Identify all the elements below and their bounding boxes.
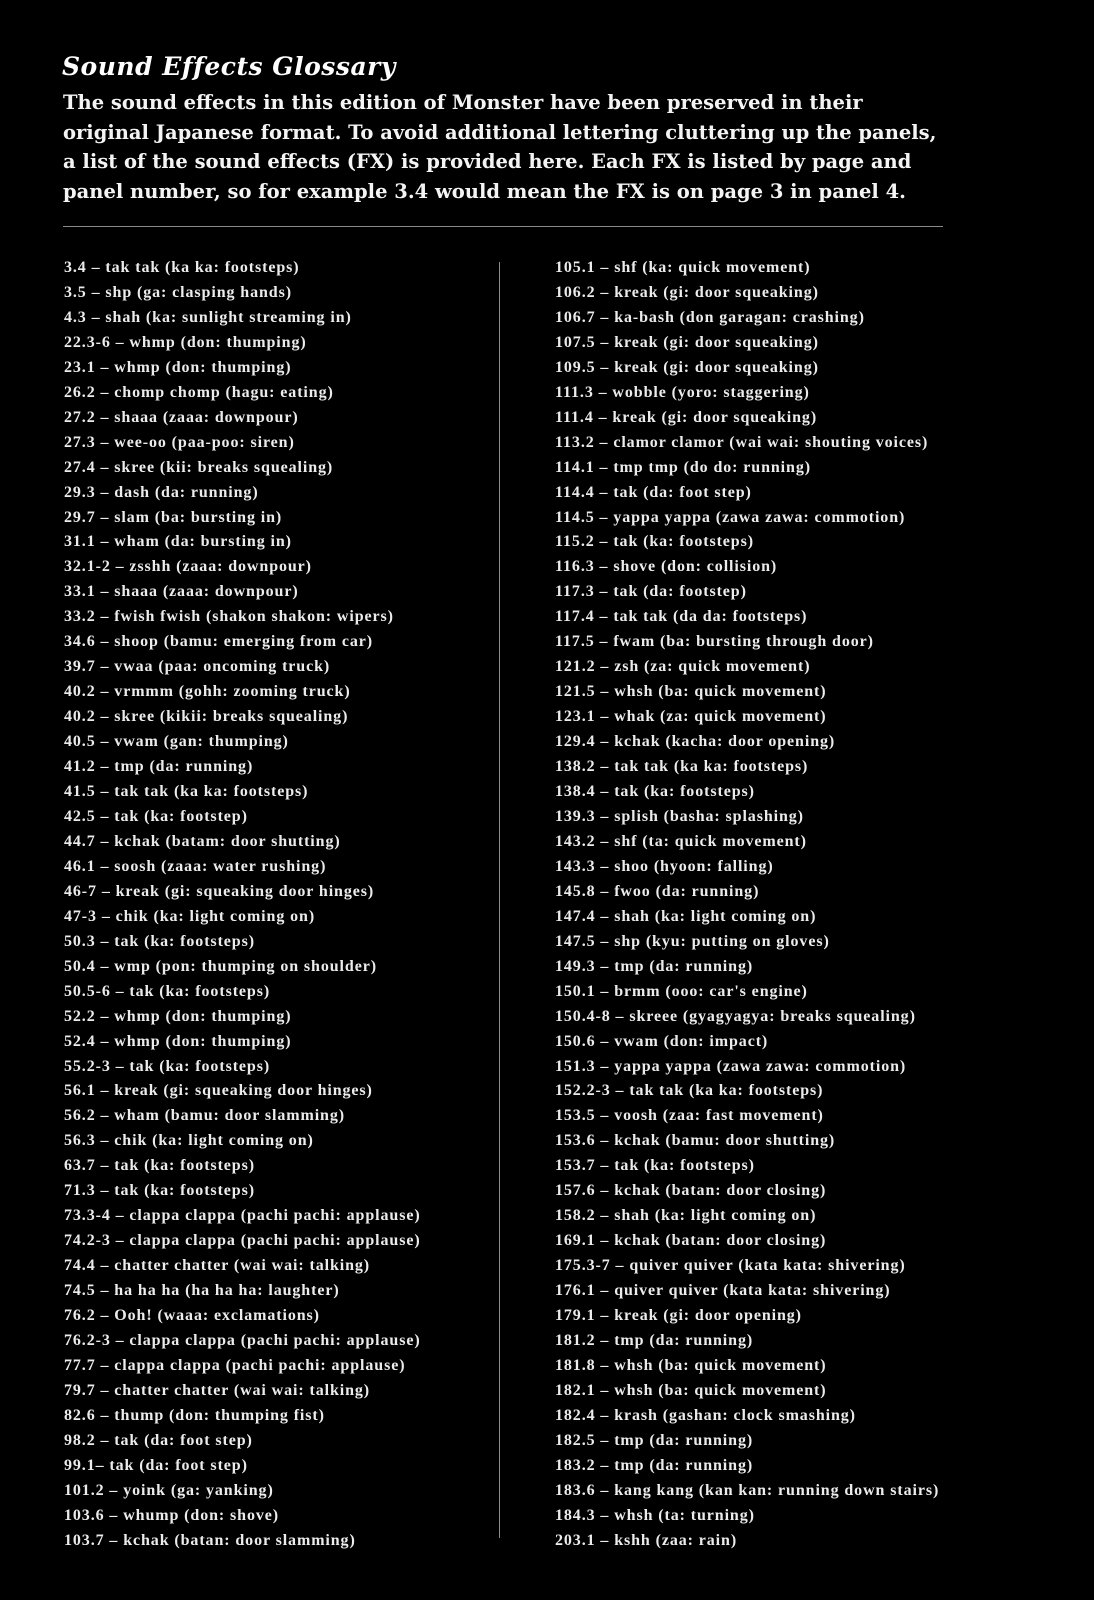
- sfx-entry: 158.2 – shah (ka: light coming on): [555, 1207, 817, 1225]
- sfx-entry: 107.5 – kreak (gi: door squeaking): [555, 333, 819, 351]
- sfx-entry: 103.7 – kchak (batan: door slamming): [64, 1531, 356, 1549]
- sfx-entry: 23.1 – whmp (don: thumping): [64, 358, 292, 376]
- page-title: Sound Effects Glossary: [62, 52, 396, 81]
- left-column-list: [64, 256, 484, 1554]
- sfx-entry: 111.4 – kreak (gi: door squeaking): [555, 408, 818, 426]
- sfx-entry: 52.4 – whmp (don: thumping): [64, 1032, 292, 1050]
- sfx-entry: 151.3 – yappa yappa (zawa zawa: commotion): [555, 1057, 907, 1075]
- sfx-entry: 50.5-6 – tak (ka: footsteps): [64, 982, 271, 1000]
- sfx-entry: 182.5 – tmp (da: running): [555, 1431, 754, 1449]
- sfx-entry: 115.2 – tak (ka: footsteps): [555, 533, 754, 551]
- sfx-entry: 52.2 – whmp (don: thumping): [64, 1007, 292, 1025]
- sfx-entry: 26.2 – chomp chomp (hagu: eating): [64, 383, 334, 401]
- sfx-entry: 183.6 – kang kang (kan kan: running down stairs): [555, 1481, 940, 1499]
- sfx-entry: 129.4 – kchak (kacha: door opening): [555, 733, 836, 751]
- sfx-entry: 106.2 – kreak (gi: door squeaking): [555, 283, 819, 301]
- sfx-entry: 76.2 – Ooh! (waaa: exclamations): [64, 1307, 320, 1325]
- sfx-entry: 79.7 – chatter chatter (wai wai: talking): [64, 1381, 371, 1399]
- sfx-entry: 147.4 – shah (ka: light coming on): [555, 907, 817, 925]
- sfx-entry: 114.4 – tak (da: foot step): [555, 483, 752, 501]
- sfx-entry: 74.5 – ha ha ha (ha ha ha: laughter): [64, 1282, 340, 1300]
- sfx-entry: 29.7 – slam (ba: bursting in): [64, 508, 283, 526]
- sfx-entry: 114.5 – yappa yappa (zawa zawa: commotion): [555, 508, 906, 526]
- sfx-entry: 116.3 – shove (don: collision): [555, 558, 778, 576]
- sfx-entry: 106.7 – ka-bash (don garagan: crashing): [555, 308, 865, 326]
- sfx-entry: 44.7 – kchak (batam: door shutting): [64, 832, 341, 850]
- sfx-entry: 147.5 – shp (kyu: putting on gloves): [555, 932, 830, 950]
- sfx-entry: 109.5 – kreak (gi: door squeaking): [555, 358, 819, 376]
- sfx-entry: 56.3 – chik (ka: light coming on): [64, 1132, 314, 1150]
- sfx-entry: 121.5 – whsh (ba: quick movement): [555, 683, 827, 701]
- sfx-entry: 152.2-3 – tak tak (ka ka: footsteps): [555, 1082, 824, 1100]
- sfx-entry: 27.2 – shaaa (zaaa: downpour): [64, 408, 299, 426]
- sfx-entry: 117.4 – tak tak (da da: footsteps): [555, 608, 808, 626]
- sfx-entry: 41.2 – tmp (da: running): [64, 758, 254, 776]
- intro-paragraph: The sound effects in this edition of Monster have been preserved in their original Japanese format. To avoid additional lettering cluttering up the panels, a list of the sound effects (FX) is provided here. Each FX is listed by page and panel number, so for example 3.4 would mean the FX is on page 3 in panel 4.: [63, 91, 937, 203]
- sfx-entry: 73.3-4 – clappa clappa (pachi pachi: applause): [64, 1207, 421, 1225]
- sfx-entry: 32.1-2 – zsshh (zaaa: downpour): [64, 558, 312, 576]
- sfx-entry: 33.2 – fwish fwish (shakon shakon: wipers): [64, 608, 394, 626]
- sfx-entry: 98.2 – tak (da: foot step): [64, 1431, 253, 1449]
- sfx-entry: 3.5 – shp (ga: clasping hands): [64, 283, 292, 301]
- sfx-entry: 121.2 – zsh (za: quick movement): [555, 658, 811, 676]
- sfx-entry: 4.3 – shah (ka: sunlight streaming in): [64, 308, 352, 326]
- sfx-entry: 182.1 – whsh (ba: quick movement): [555, 1381, 827, 1399]
- sfx-entry: 150.6 – vwam (don: impact): [555, 1032, 769, 1050]
- sfx-entry: 183.2 – tmp (da: running): [555, 1456, 754, 1474]
- sfx-entry: 143.3 – shoo (hyoon: falling): [555, 857, 774, 875]
- sfx-entry: 41.5 – tak tak (ka ka: footsteps): [64, 783, 309, 801]
- sfx-entry: 149.3 – tmp (da: running): [555, 957, 754, 975]
- sfx-entry: 39.7 – vwaa (paa: oncoming truck): [64, 658, 331, 676]
- sfx-entry: 31.1 – wham (da: bursting in): [64, 533, 292, 551]
- sfx-entry: 34.6 – shoop (bamu: emerging from car): [64, 633, 373, 651]
- sfx-entry: 74.2-3 – clappa clappa (pachi pachi: applause): [64, 1232, 421, 1250]
- sfx-entry: 40.2 – skree (kikii: breaks squealing): [64, 708, 349, 726]
- sfx-entry: 117.5 – fwam (ba: bursting through door): [555, 633, 874, 651]
- sfx-entry: 111.3 – wobble (yoro: staggering): [555, 383, 810, 401]
- sfx-entry: 181.8 – whsh (ba: quick movement): [555, 1356, 827, 1374]
- sfx-entry: 150.4-8 – skreee (gyagyagya: breaks squealing): [555, 1007, 916, 1025]
- right-column-list: [555, 256, 1075, 1554]
- sfx-entry: 184.3 – whsh (ta: turning): [555, 1506, 755, 1524]
- sfx-entry: 50.4 – wmp (pon: thumping on shoulder): [64, 957, 377, 975]
- sfx-entry: 40.5 – vwam (gan: thumping): [64, 733, 289, 751]
- column-divider: [499, 262, 500, 1538]
- sfx-entry: 169.1 – kchak (batan: door closing): [555, 1232, 827, 1250]
- sfx-entry: 56.2 – wham (bamu: door slamming): [64, 1107, 345, 1125]
- sfx-entry: 157.6 – kchak (batan: door closing): [555, 1182, 827, 1200]
- sfx-entry: 101.2 – yoink (ga: yanking): [64, 1481, 274, 1499]
- sfx-entry: 3.4 – tak tak (ka ka: footsteps): [64, 259, 300, 276]
- sfx-entry: 176.1 – quiver quiver (kata kata: shivering): [555, 1282, 891, 1300]
- sfx-entry: 123.1 – whak (za: quick movement): [555, 708, 827, 726]
- sfx-entry: 143.2 – shf (ta: quick movement): [555, 832, 807, 850]
- sfx-entry: 99.1– tak (da: foot step): [64, 1456, 248, 1474]
- sfx-entry: 153.5 – voosh (zaa: fast movement): [555, 1107, 824, 1125]
- sfx-entry: 46.1 – soosh (zaaa: water rushing): [64, 857, 327, 875]
- sfx-entry: 63.7 – tak (ka: footsteps): [64, 1157, 255, 1175]
- sfx-entry: 153.7 – tak (ka: footsteps): [555, 1157, 755, 1175]
- sfx-entry: 50.3 – tak (ka: footsteps): [64, 932, 255, 950]
- sfx-entry: 203.1 – kshh (zaa: rain): [555, 1531, 738, 1549]
- horizontal-rule: [63, 226, 943, 227]
- sfx-entry: 138.4 – tak (ka: footsteps): [555, 783, 755, 801]
- sfx-entry: 105.1 – shf (ka: quick movement): [555, 259, 811, 276]
- sfx-entry: 33.1 – shaaa (zaaa: downpour): [64, 583, 299, 601]
- sfx-entry: 114.1 – tmp tmp (do do: running): [555, 458, 811, 476]
- sfx-entry: 74.4 – chatter chatter (wai wai: talking): [64, 1257, 371, 1275]
- sfx-entry: 181.2 – tmp (da: running): [555, 1331, 754, 1349]
- sfx-entry: 150.1 – brmm (ooo: car's engine): [555, 982, 808, 1000]
- sfx-entry: 117.3 – tak (da: footstep): [555, 583, 747, 601]
- sfx-entry: 82.6 – thump (don: thumping fist): [64, 1406, 325, 1424]
- sfx-entry: 179.1 – kreak (gi: door opening): [555, 1307, 802, 1325]
- sfx-entry: 145.8 – fwoo (da: running): [555, 882, 760, 900]
- sfx-entry: 55.2-3 – tak (ka: footsteps): [64, 1057, 271, 1075]
- sfx-entry: 42.5 – tak (ka: footstep): [64, 807, 248, 825]
- sfx-entry: 138.2 – tak tak (ka ka: footsteps): [555, 758, 809, 776]
- sfx-entry: 153.6 – kchak (bamu: door shutting): [555, 1132, 836, 1150]
- sfx-entry: 56.1 – kreak (gi: squeaking door hinges): [64, 1082, 373, 1100]
- sfx-entry: 113.2 – clamor clamor (wai wai: shouting voices): [555, 433, 929, 451]
- sfx-entry: 103.6 – whump (don: shove): [64, 1506, 279, 1524]
- sfx-entry: 46-7 – kreak (gi: squeaking door hinges): [64, 882, 375, 900]
- sfx-entry: 27.4 – skree (kii: breaks squealing): [64, 458, 334, 476]
- sfx-entry: 40.2 – vrmmm (gohh: zooming truck): [64, 683, 351, 701]
- sfx-entry: 29.3 – dash (da: running): [64, 483, 259, 501]
- sfx-entry: 76.2-3 – clappa clappa (pachi pachi: applause): [64, 1331, 421, 1349]
- sfx-entry: 139.3 – splish (basha: splashing): [555, 807, 804, 825]
- sfx-entry: 22.3-6 – whmp (don: thumping): [64, 333, 307, 351]
- sfx-entry: 77.7 – clappa clappa (pachi pachi: applause): [64, 1356, 406, 1374]
- sfx-entry: 47-3 – chik (ka: light coming on): [64, 907, 316, 925]
- sfx-entry: 182.4 – krash (gashan: clock smashing): [555, 1406, 856, 1424]
- sfx-entry: 27.3 – wee-oo (paa-poo: siren): [64, 433, 295, 451]
- sfx-entry: 175.3-7 – quiver quiver (kata kata: shivering): [555, 1257, 906, 1275]
- sfx-entry: 71.3 – tak (ka: footsteps): [64, 1182, 255, 1200]
